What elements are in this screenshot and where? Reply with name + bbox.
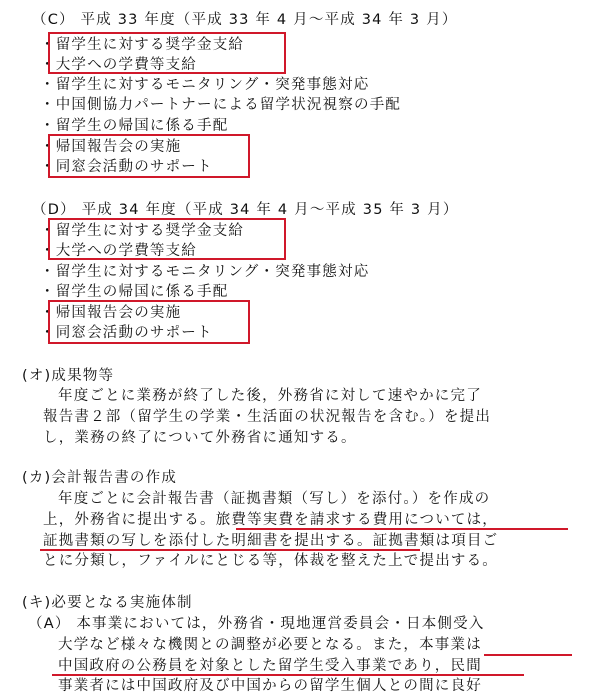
section-o-heading: (オ)成果物等 [22,368,115,384]
section-ki-line: 大学など様々な機関との調整が必要となる。また，本事業は [58,637,482,653]
section-d-item: ・大学への学費等支給 [40,243,197,259]
section-ki-line: （A） 本事業においては，外務省・現地運営委員会・日本側受入 [28,616,485,632]
section-c-item: ・中国側協力パートナーによる留学状況視察の手配 [40,97,402,113]
section-d-item: ・帰国報告会の実施 [40,305,182,321]
underline-ki-2 [52,674,524,676]
underline-ka-1 [236,528,568,530]
highlight-box-d-payments [48,218,286,260]
highlight-box-c-alumni [48,134,250,178]
section-d-item: ・留学生に対するモニタリング・突発事態対応 [40,264,370,280]
section-c-item: ・留学生に対するモニタリング・突発事態対応 [40,77,370,93]
section-c-item: ・留学生に対する奨学金支給 [40,37,245,53]
section-ka-heading: (カ)会計報告書の作成 [22,470,178,486]
highlight-box-c-payments [48,32,286,74]
highlight-box-d-alumni [48,300,250,344]
underline-ka-2 [40,549,420,551]
underline-ki-1 [484,654,572,656]
section-c-item: ・同窓会活動のサポート [40,159,213,175]
section-c-heading: （C） 平成 33 年度（平成 33 年 4 月～平成 34 年 3 月） [32,12,458,28]
section-d-item: ・留学生に対する奨学金支給 [40,223,245,239]
section-c-item: ・留学生の帰国に係る手配 [40,118,229,134]
section-d-heading: （D） 平成 34 年度（平成 34 年 4 月～平成 35 年 3 月） [32,202,459,218]
section-ki-heading: (キ)必要となる実施体制 [22,595,193,611]
section-ki-line: 事業者には中国政府及び中国からの留学生個人との間に良好 [58,678,482,694]
section-ka-line: 年度ごとに会計報告書（証拠書類（写し）を添付。）を作成の [58,491,491,507]
section-d-item: ・同窓会活動のサポート [40,325,213,341]
section-ki-line: 中国政府の公務員を対象とした留学生受入事業であり，民間 [58,658,482,674]
section-c-item: ・大学への学費等支給 [40,57,197,73]
section-o-line: し，業務の終了について外務省に通知する。 [43,430,357,446]
section-ka-line: とに分類し，ファイルにとじる等，体裁を整えた上で提出する。 [43,553,499,569]
section-o-line: 報告書２部（留学生の学業・生活面の状況報告を含む。）を提出 [43,409,492,425]
section-o-line: 年度ごとに業務が終了した後，外務省に対して速やかに完了 [58,388,482,404]
section-ka-line: 上，外務省に提出する。旅費等実費を請求する費用については， [43,512,499,528]
section-d-item: ・留学生の帰国に係る手配 [40,284,229,300]
section-ka-line: 証拠書類の写しを添付した明細書を提出する。証拠書類は項目ご [43,533,499,549]
section-c-item: ・帰国報告会の実施 [40,139,182,155]
